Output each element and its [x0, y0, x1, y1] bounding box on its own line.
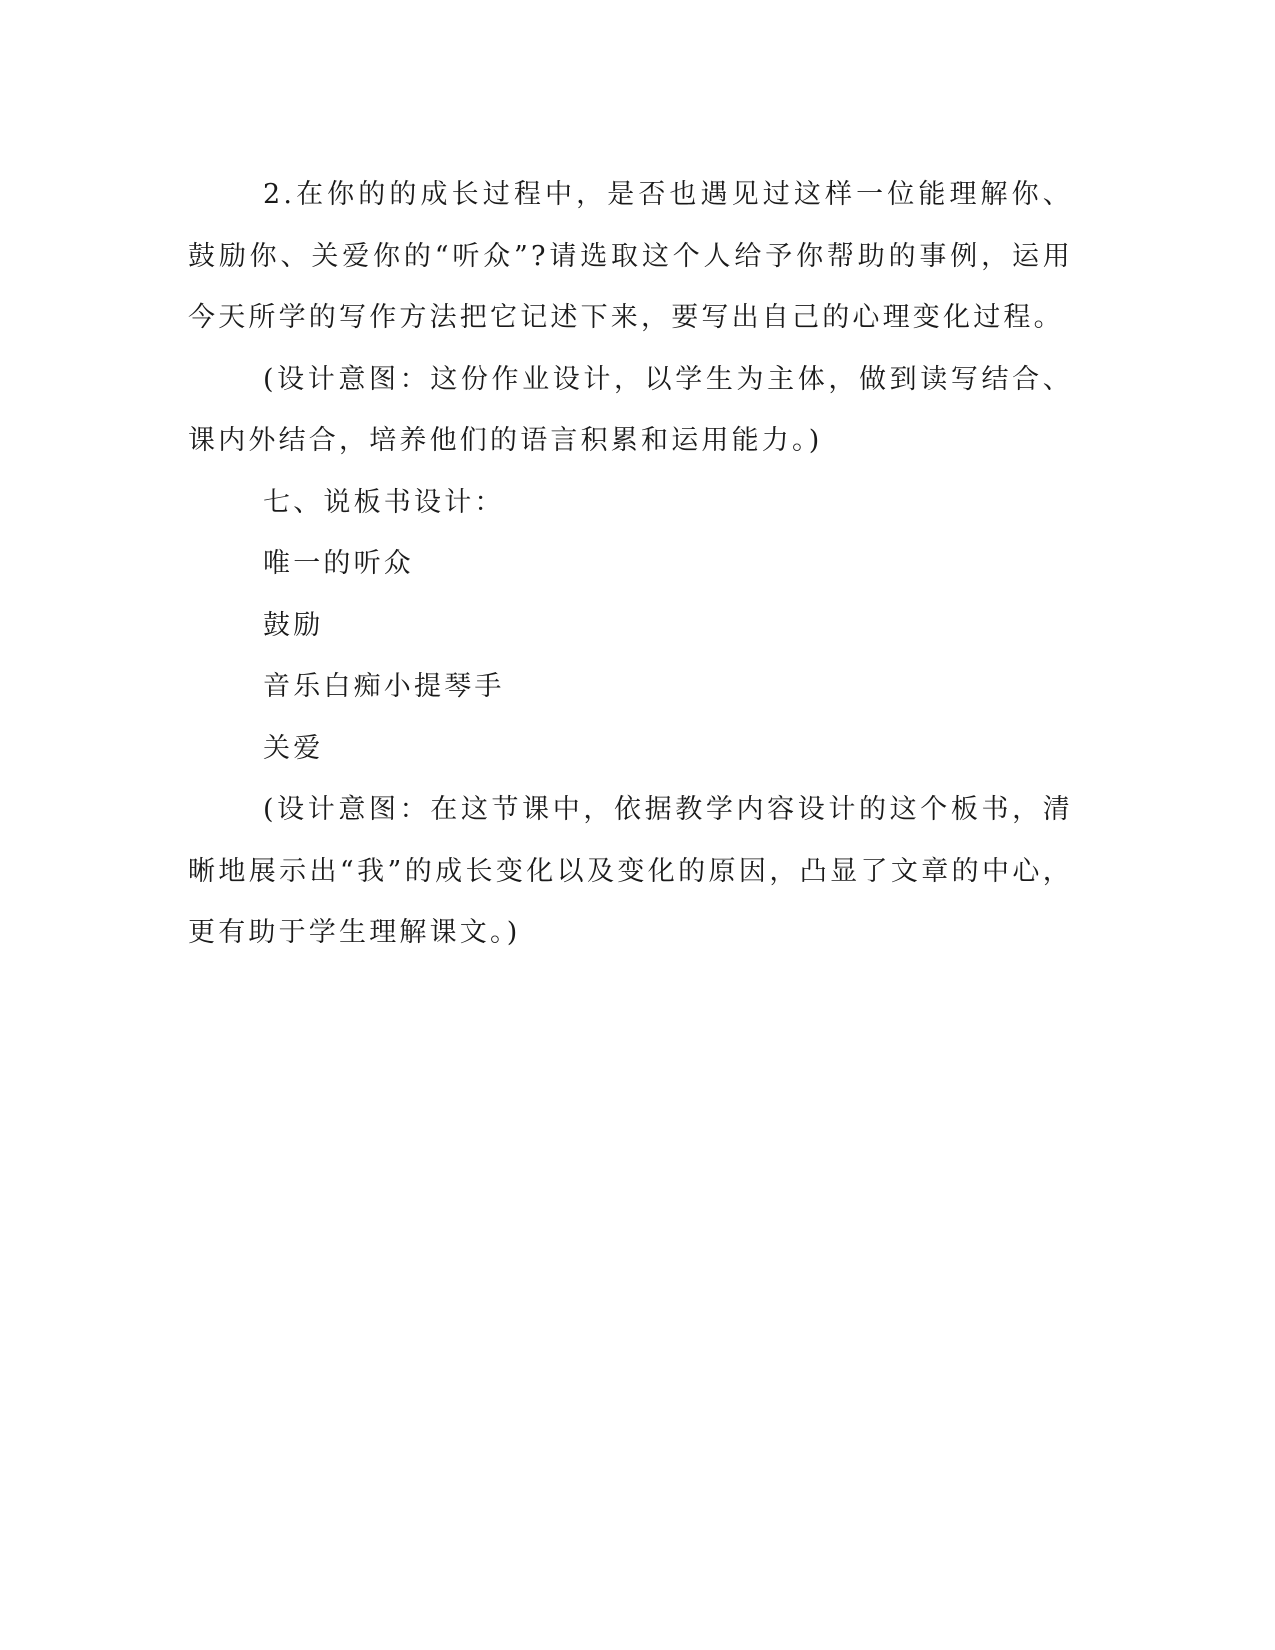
- section-heading: 七、说板书设计：: [263, 486, 505, 518]
- document-body: [188, 164, 1073, 964]
- design-intent-paragraph: (设计意图：这份作业设计，以学生为主体，做到读写结合、课内外结合，培养他们的语言积累和运用能力。): [188, 363, 1073, 456]
- homework-paragraph: 2.在你的的成长过程中，是否也遇见过这样一位能理解你、鼓励你、关爱你的“听众”?请选取这个人给予你帮助的事例，运用今天所学的写作方法把它记述下来，要写出自己的心理变化过程。: [188, 179, 1073, 333]
- board-line-title: 唯一的听众: [263, 548, 414, 579]
- board-line-care: 关爱: [263, 732, 324, 764]
- board-line-encourage: 鼓励: [263, 609, 324, 641]
- closing-design-intent-paragraph: (设计意图：在这节课中，依据教学内容设计的这个板书，清晰地展示出“我”的成长变化以及变化的原因，凸显了文章的中心，更有助于学生理解课文。): [188, 794, 1073, 948]
- board-line-violinist: 音乐白痴小提琴手: [263, 671, 505, 702]
